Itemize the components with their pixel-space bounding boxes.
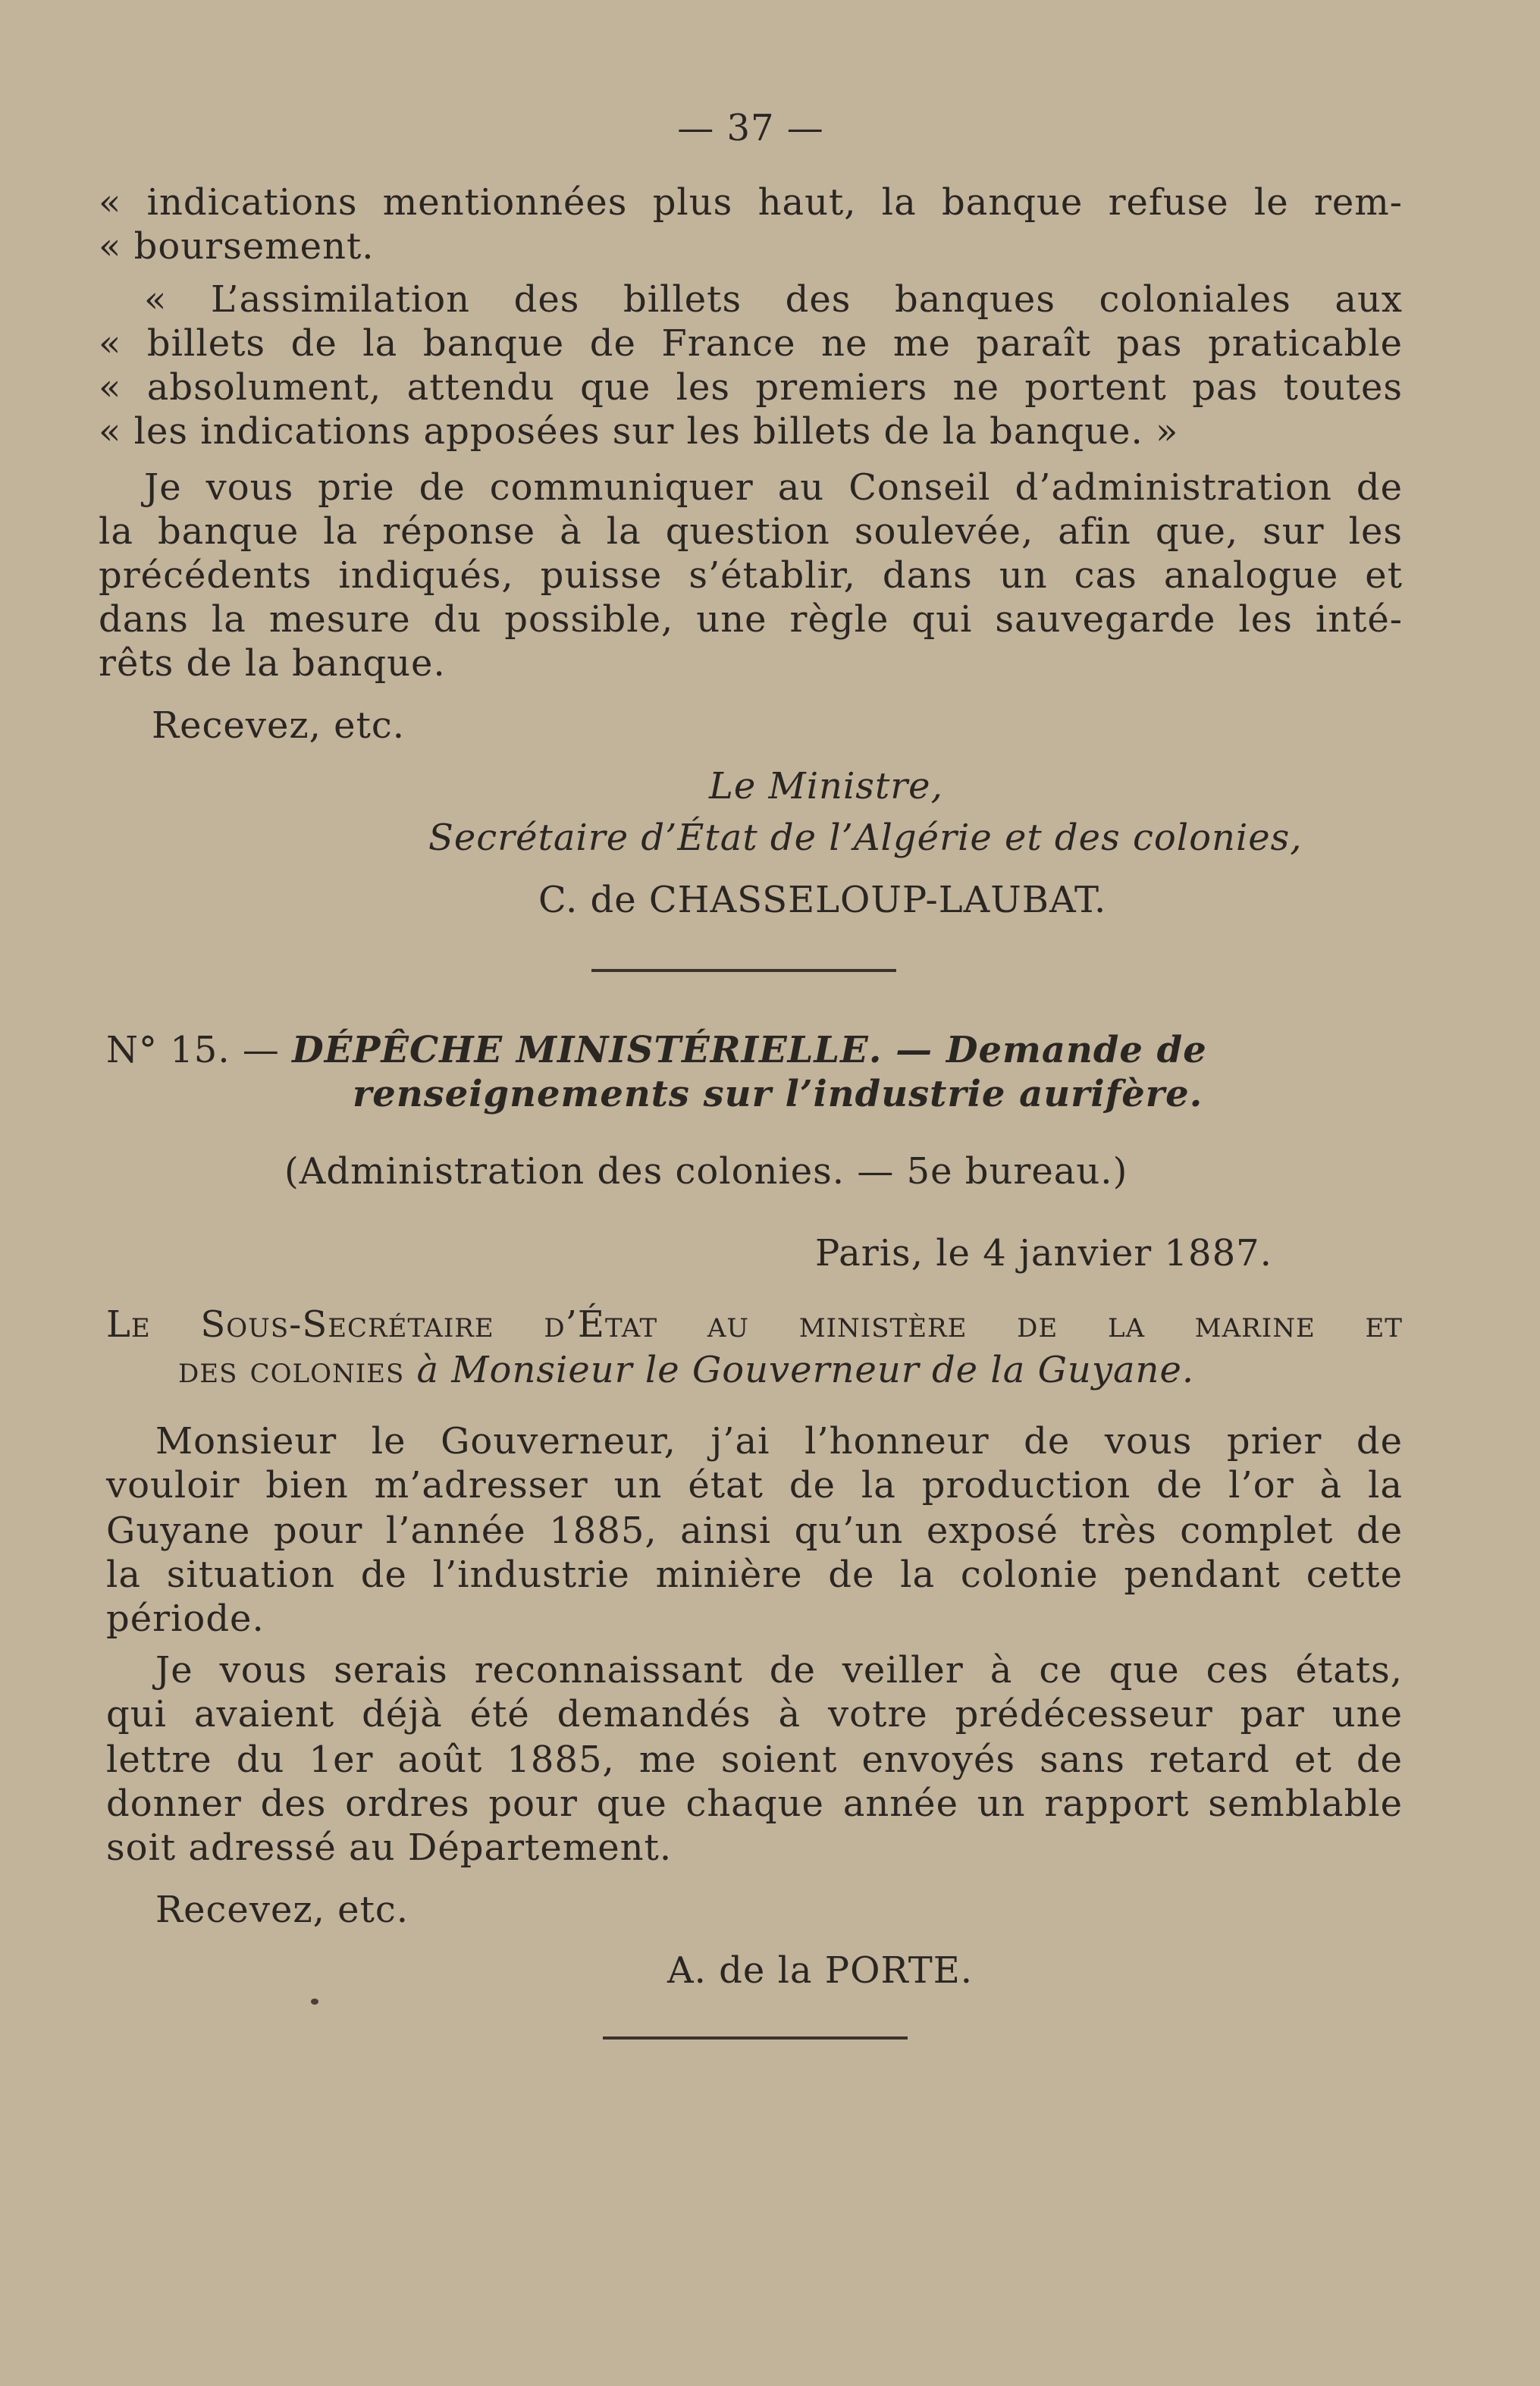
address-recipient-dept: des colonies [178, 1349, 405, 1391]
date-line: Paris, le 4 janvier 1887. [815, 1232, 1272, 1275]
body-line: la situation de l’industrie minière de la colonie pendant cette [106, 1554, 1403, 1596]
body-line: donner des ordres pour que chaque année un rapport semblable [106, 1782, 1403, 1825]
body-line: « billets de la banque de France ne me paraît pas praticable [99, 322, 1403, 365]
address-recipient: à Monsieur le Gouverneur de la Guyane. [404, 1349, 1195, 1391]
signature-title: Secrétaire d’État de l’Algérie et des colonies, [428, 817, 1303, 859]
section-divider [603, 2036, 908, 2040]
body-line: « boursement. [99, 225, 375, 268]
body-line: la banque la réponse à la question soulevée, afin que, sur les [99, 510, 1403, 553]
document-number: N° 15. — [106, 1029, 293, 1071]
body-line: Guyane pour l’année 1885, ainsi qu’un exposé très complet de [106, 1510, 1403, 1552]
closing: Recevez, etc. [155, 1889, 409, 1931]
body-line: « les indications apposées sur les billets de la banque. » [99, 410, 1179, 453]
body-line: rêts de la banque. [99, 642, 446, 685]
document-title: DÉPÊCHE MINISTÉRIELLE. — Demande de [292, 1029, 1207, 1071]
body-line: soit adressé au Département. [106, 1826, 673, 1869]
document-heading [106, 1028, 1403, 1072]
signature-title: Le Ministre, [709, 765, 943, 807]
section-divider [591, 969, 896, 972]
address-line [178, 1348, 1391, 1392]
address-line: Le Sous-Secrétaire d’État au ministère de la marine et [106, 1303, 1403, 1346]
body-line: « L’assimilation des billets des banques coloniales aux [144, 278, 1403, 321]
body-line: précédents indiqués, puisse s’établir, dans un cas analogue et [99, 554, 1403, 597]
body-line: période. [106, 1597, 265, 1640]
document-subtitle: renseignements sur l’industrie aurifère. [353, 1073, 1203, 1115]
body-line: lettre du 1er août 1885, me soient envoyés sans retard et de [106, 1739, 1403, 1781]
body-line: vouloir bien m’adresser un état de la production de l’or à la [106, 1464, 1403, 1507]
body-line: Monsieur le Gouverneur, j’ai l’honneur de vous prier de [155, 1420, 1403, 1463]
body-line: dans la mesure du possible, une règle qui sauvegarde les inté- [99, 598, 1403, 641]
closing: Recevez, etc. [152, 704, 405, 747]
body-line: Je vous prie de communiquer au Conseil d’administration de [144, 466, 1403, 509]
body-line: « indications mentionnées plus haut, la banque refuse le rem- [99, 181, 1403, 224]
administration-line: (Administration des colonies. — 5e bureau.) [284, 1150, 1128, 1193]
ink-speck [311, 1999, 318, 2005]
signature-name: C. de CHASSELOUP-LAUBAT. [538, 879, 1107, 921]
signature-name: A. de la PORTE. [667, 1949, 974, 1992]
body-line: qui avaient déjà été demandés à votre prédécesseur par une [106, 1693, 1403, 1735]
body-line: « absolument, attendu que les premiers ne portent pas toutes [99, 366, 1403, 409]
page-number: — 37 — [677, 107, 824, 149]
body-line: Je vous serais reconnaissant de veiller à ce que ces états, [155, 1649, 1403, 1692]
